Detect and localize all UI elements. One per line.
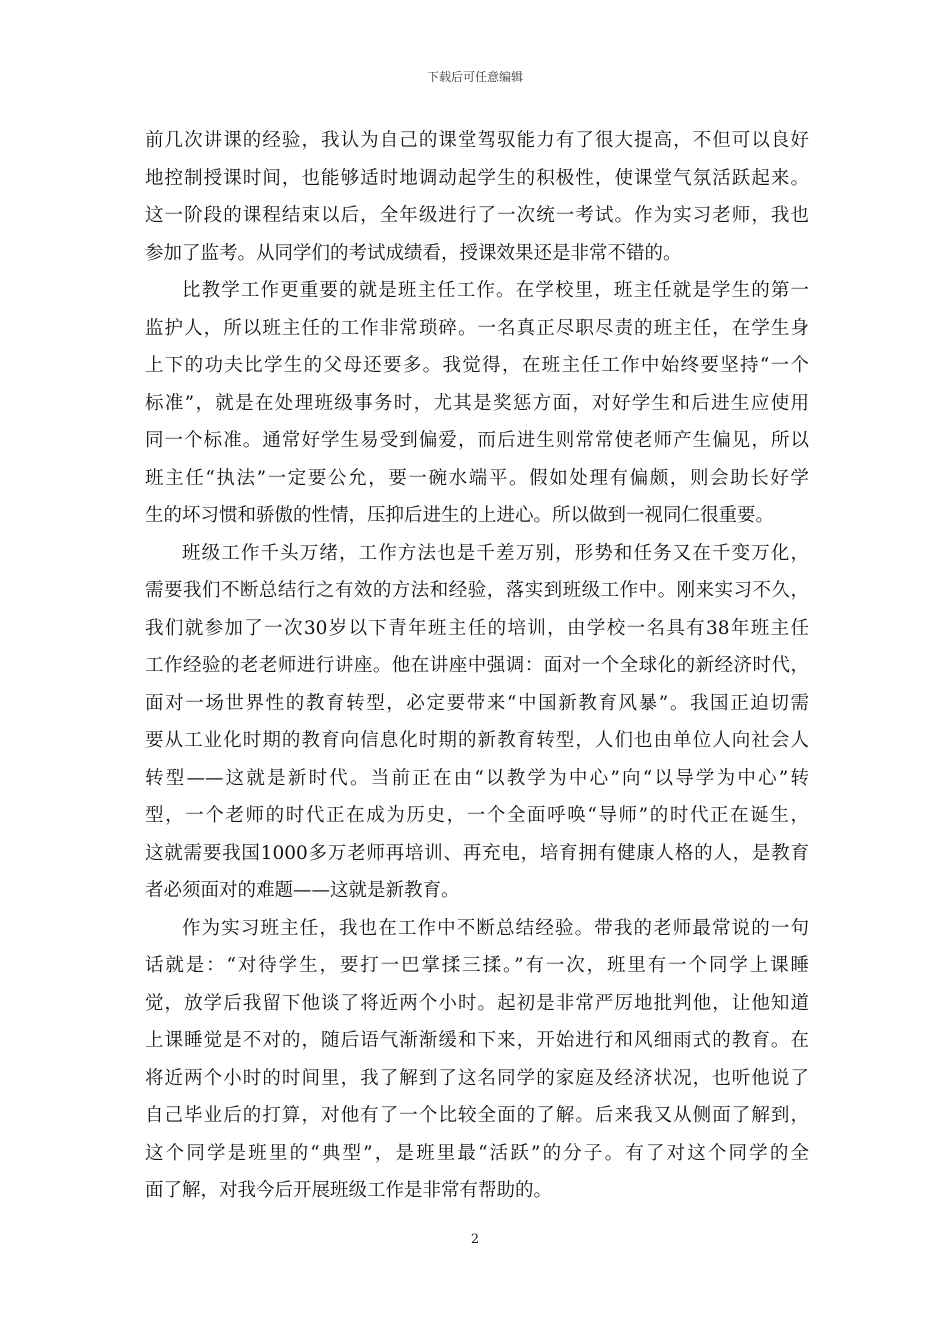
text-line: 这就需要我国1000多万老师再培训、再充电，培育拥有健康人格的人，是教育 bbox=[145, 842, 809, 864]
text-line: 者必须面对的难题——这就是新教育。 bbox=[145, 880, 460, 901]
text-line: 我们就参加了一次30岁以下青年班主任的培训，由学校一名具有38年班主任 bbox=[145, 617, 809, 639]
body-text bbox=[145, 122, 809, 1210]
text-line: 要从工业化时期的教育向信息化时期的新教育转型，人们也由单位人向社会人 bbox=[145, 730, 809, 751]
text-line: 将近两个小时的时间里，我了解到了这名同学的家庭及经济状况，也听他说了 bbox=[145, 1067, 809, 1089]
text-line: 比教学工作更重要的就是班主任工作。在学校里，班主任就是学生的第一 bbox=[182, 280, 809, 301]
text-line: 班主任“执法”一定要公允，要一碗水端平。假如处理有偏颇，则会助长好学 bbox=[145, 467, 809, 489]
text-line: 这一阶段的课程结束以后，全年级进行了一次统一考试。作为实习老师，我也 bbox=[145, 205, 809, 226]
text-line: 同一个标准。通常好学生易受到偏爱，而后进生则常常使老师产生偏见，所以 bbox=[145, 430, 809, 451]
text-line: 觉，放学后我留下他谈了将近两个小时。起初是非常严厉地批判他，让他知道 bbox=[145, 992, 809, 1014]
text-line: 监护人，所以班主任的工作非常琐碎。一名真正尽职尽责的班主任，在学生身 bbox=[145, 317, 809, 339]
text-line: 面对一场世界性的教育转型，必定要带来“中国新教育风暴”。我国正迫切需 bbox=[145, 692, 809, 714]
page-header: 下载后可任意编辑 bbox=[426, 70, 523, 84]
text-line: 面了解，对我今后开展班级工作是非常有帮助的。 bbox=[145, 1180, 553, 1201]
text-line: 话就是：“对待学生，要打一巴掌揉三揉。”有一次，班里有一个同学上课睡 bbox=[145, 955, 809, 976]
text-line: 这个同学是班里的“典型”，是班里最“活跃”的分子。有了对这个同学的全 bbox=[145, 1142, 809, 1164]
text-line: 工作经验的老老师进行讲座。他在讲座中强调：面对一个全球化的新经济时代， bbox=[145, 655, 809, 676]
text-line: 作为实习班主任，我也在工作中不断总结经验。带我的老师最常说的一句 bbox=[182, 917, 809, 939]
text-line: 自己毕业后的打算，对他有了一个比较全面的了解。后来我又从侧面了解到， bbox=[145, 1105, 809, 1126]
paragraph bbox=[145, 122, 809, 272]
paragraph bbox=[145, 910, 809, 1210]
paragraph bbox=[145, 272, 809, 535]
text-line: 型，一个老师的时代正在成为历史，一个全面呼唤“导师”的时代正在诞生， bbox=[145, 805, 809, 826]
text-line: 前几次讲课的经验，我认为自己的课堂驾驭能力有了很大提高，不但可以良好 bbox=[145, 130, 809, 151]
text-line: 班级工作千头万绪，工作方法也是千差万别，形势和任务又在千变万化， bbox=[182, 542, 809, 564]
page-number: 2 bbox=[470, 1232, 480, 1247]
paragraph bbox=[145, 535, 809, 910]
text-line: 生的坏习惯和骄傲的性情，压抑后进生的上进心。所以做到一视同仁很重要。 bbox=[145, 505, 775, 526]
text-line: 地控制授课时间，也能够适时地调动起学生的积极性，使课堂气氛活跃起来。 bbox=[145, 167, 809, 189]
text-line: 需要我们不断总结行之有效的方法和经验，落实到班级工作中。刚来实习不久， bbox=[145, 580, 809, 601]
text-line: 转型——这就是新时代。当前正在由“以教学为中心”向“以导学为中心”转 bbox=[145, 767, 809, 789]
text-line: 标准”，就是在处理班级事务时，尤其是奖惩方面，对好学生和后进生应使用 bbox=[145, 392, 809, 414]
text-line: 上下的功夫比学生的父母还要多。我觉得，在班主任工作中始终要坚持“一个 bbox=[145, 355, 809, 376]
text-line: 上课睡觉是不对的，随后语气渐渐缓和下来，开始进行和风细雨式的教育。在 bbox=[145, 1030, 809, 1051]
text-line: 参加了监考。从同学们的考试成绩看，授课效果还是非常不错的。 bbox=[145, 242, 682, 264]
